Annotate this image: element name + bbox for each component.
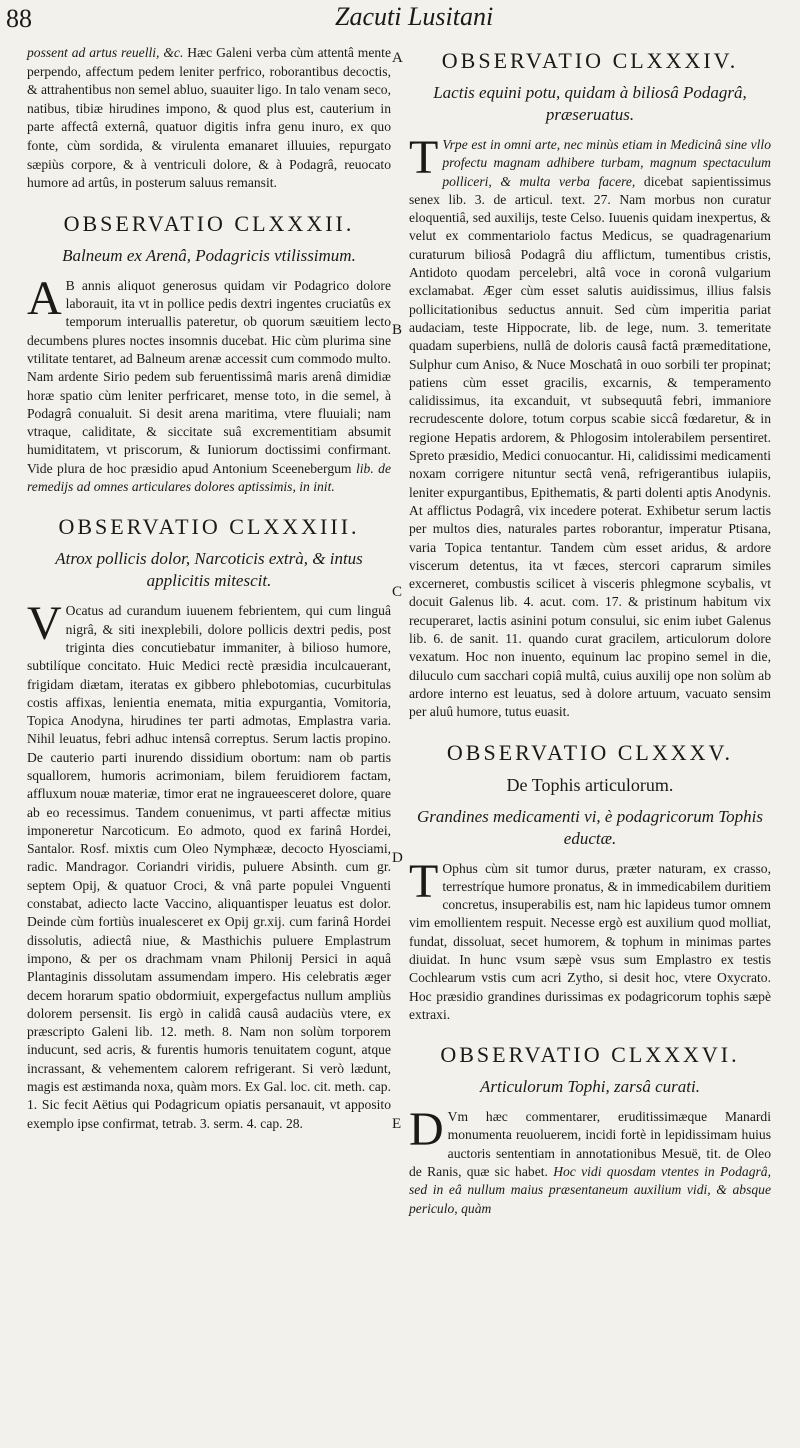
- observation-185-subtitle: Grandines medicamenti vi, è podagricorum Tophis eductæ.: [417, 806, 763, 848]
- observation-186-text: Vm hæc commentarer, eruditissimæque Manardi monumenta reuoluerem, incidi fortè in lepidissimam huius auctoris sententiam in annotationibus Mesuë, tit. de Oleo de Ranis, quæ sic habet.: [409, 1109, 771, 1180]
- observation-182-title: OBSERVATIO CLXXXII.: [63, 210, 355, 236]
- observation-183-title: OBSERVATIO CLXXXIII.: [58, 514, 360, 540]
- observation-183-body: [27, 597, 391, 1133]
- margin-letter-c: C: [392, 584, 403, 600]
- margin-letter-e: E: [392, 1116, 402, 1132]
- margin-letter-d: D: [392, 850, 403, 866]
- observation-183-subtitle: Atrox pollicis dolor, Narcoticis extrà, & intus applicitis mitescit.: [55, 549, 363, 591]
- drop-cap: D: [409, 1103, 444, 1157]
- observation-184-title: OBSERVATIO CLXXXIV.: [441, 48, 739, 73]
- continued-text: Hæc Galeni verba cùm attentâ mente perpendo, affectum pedem leniter perfrico, roborantibus decoctis, & attrahentibus non semel abluo, suauiter ligo. In talo venam seco, natibus, tibiæ hirudines impono, & quod plus est, cauterium in parte affectâ externâ, quatuor digitis infra genu inuro, ex quo fonte, cùm sordida, & virulenta emanaret illuuies, repurgato sæpiùs corpore, & à ventriculi dolore, & à Podagrâ, reuocato humore ad artûs, in posterum saluus remansit.: [27, 45, 391, 191]
- observation-186-subtitle: Articulorum Tophi, zarsâ curati.: [480, 1077, 700, 1097]
- page-number: 88: [6, 4, 32, 33]
- margin-letter-b: B: [392, 322, 403, 338]
- running-title: Zacuti Lusitani: [335, 2, 494, 31]
- observation-182-body: [27, 271, 391, 497]
- margin-letter-a: A: [392, 50, 403, 66]
- right-column: [409, 44, 771, 1218]
- observation-184-italic-lead: Vrpe est in omni arte, nec minùs etiam in Medicinâ sine vllo profectu magnam adhibere turbam, magnum spectaculum polliceri, & multa verba facere,: [442, 137, 771, 189]
- observation-185-title: OBSERVATIO CLXXXV.: [446, 739, 734, 765]
- observation-184-text: dicebat sapientissimus senex lib. 3. de articul. text. 27. Nam morbus non curatur eloquentiâ, sed auxilijs, teste Celso. Iuuenis quidam inexpertus, & velut ex commentariolo factus Medicus, se quadragenarium curaturum biliosâ Podagrâ diu afflictum, tumentibus cristis, Antidoto quodam percelebri, altâ voce in coronâ vulgarium exclamabat. Æger cùm esset salutis auidissimus, illius falsis pollicitationibus seductus annuit. Sed cùm imperitia pariat audaciam, teste Hippocrate, lib. de lege, num. 3. temeritate quadam superbiens, nullâ de doloris causâ factâ præmeditatione, Sulphur cum Aniso, & Nuce Moschatâ in ouo sorbili ter propinat; patiens cùm esset gracilis, excarnis, & temperamento calidissimus, ita excanduit, vt subsequutâ febri, immaniore recrudescente dolore, totum corpus scabie siccâ fœdaretur, & in regione Hepatis ardorem, & Phlogosim intolerabilem persentiret. Spreto præsidio, Medici conuocantur. Hi, calidissimi medicamenti noxam corrigere nituntur sectâ venâ, refrigerantibus iulapiis, leniter expurgantibus, Epithematis, & parti dolenti aptis Anodynis. At afflictus Podagrâ, vix incedere poterat. Exhibetur serum lactis per multos dies, naturales partes roborantur, imperatur Ptisana, varia Topica tentantur. Tandem cùm esset aridus, & ardore viscerum detentus, ita vt fæces, stercori caprarum similes excerneret, combustis scilicet à visceris phlegmone scybalis, vt docuit Galenus lib. 4. acut. com. 17. & pristinum habitum vix recuperaret, lactis asinini potum consului, sic enim iubet Galenus lib. 6. de sanit. 11. quando curat gracilem, articulorum dolore vexatum. Hoc non inuento, equinum lac propino semel in die, diluculo cum sacchari copiâ multâ, cuius auxilij ope non solùm ab ardore interno est leuatus, sed à dolore artuum, vacuato sensim per aluû humore, tutus euasit.: [409, 173, 772, 720]
- drop-cap: V: [27, 597, 62, 651]
- page-header: [0, 0, 800, 40]
- observation-183-text: Ocatus ad curandum iuuenem febrientem, qui cum linguâ nigrâ, & siti inexplebili, dolore pollicis dextri pedis, post triginta dies concutiebatur immaniter, à bilioso humore, subtilíque concitato. Huic Medici rectè præsidia inculcauerant, frigidam diætam, iteratas ex gibbero phlebotomias, cucurbitulas costis affixas, lenientia enemata, mitia expurgantia, Vomitoria, Topica Anodyna, hirudines ter parti admotas, Emplastra varia. Nihil leuatus, febri adhuc intensâ correptus. Serum lactis propino. De cauterio parti inurendo dissidium obortum: nam ob partis squallorem, humoris acrimoniam, bilem feruidiorem factam, affluxum nouæ materiæ, timor erat ne ingraueesceret dolore, quare ab eo recessimus. Tandem conuenimus, vt parti affectæ mitius imponeretur Narcoticum. Eo admoto, quod ex farinâ Hordei, Santalor. Rosf. mixtis cum Oleo Nymphææ, decocto Hyosciami, radic. Mandragor. Coriandri viridis, puluere Absinth. cum gr. septem Opij, & quatuor Croci, & vnâ parte populei Vnguenti constabat, adiecto lacte Vaccino, aliquantisper leuatus est dolor. Deinde cùm fortiùs inualesceret ex Opij gr.xij. cum farinâ Hordei dissolutis, adiectâ niue, & Masthichis puluere Emplastrum impono, & per os drachmam vnam Philonij Persici in aquâ Plantaginis dissolutam assumendam impero. His celebratis æger decem horarum spatio obdormiuit, expergefactus nullum ampliùs dolorem persensit. Iis ergò in calidâ causâ audaciùs vtere, ex præscripto Galeni lib. 12. meth. 8. Nam non solùm torporem inducunt, sed acris, & furentis humoris tenuitatem cogunt, atque incrassant, & vehementem calorem refrigerant. Si verò lædunt, magis est æstimanda noxa, quàm mors. Ex Gal. loc. cit. meth. cap. 1. Sic fecit Aëtius qui Podagricum opiatis persanauit, vt apposito exemplo ipse confirmat, tetrab. 3. serm. 4. cap. 28.: [27, 603, 391, 1131]
- drop-cap: T: [409, 131, 439, 184]
- observation-182-reference: lib. de remedijs ad omnes articulares dolores aptissimis, in init.: [27, 460, 391, 495]
- observation-184-body: [409, 131, 772, 722]
- continued-paragraph: [27, 44, 391, 193]
- observation-186-body: [409, 1103, 771, 1218]
- drop-cap: A: [27, 271, 62, 325]
- drop-cap: T: [409, 854, 439, 908]
- observation-186-title: OBSERVATIO CLXXXVI.: [440, 1042, 740, 1068]
- left-column: [27, 44, 391, 1133]
- continued-italic-lead: possent ad artus reuelli, &c.: [27, 45, 184, 60]
- observation-184-subtitle: Lactis equini potu, quidam à biliosâ Podagrâ, præseruatus.: [433, 83, 747, 124]
- observation-182-text: B annis aliquot generosus quidam vir Podagrico dolore laborauit, ita vt in pollice pedis dextri ingentes cruciatûs ex temporum interuallis pateretur, ob quorum sæuitiem lecto decumbens plures noctes insomnis ducebat. Hic cùm plurima sine vtilitate tentaret, ad Balneum arenæ accessit cum commodo multo. Nam ardente Sirio pedem sub feruentissimâ maris arenâ dimidiæ horæ spatio cùm leniter perfricaret, mense toto, in die semel, à Podagrâ conualuit. Si desit arena maritima, vtere fluuiali; nam vtraque, caliditate, & siccitate suâ excrementitiam absumit humiditatem, vt priscorum, & Iuniorum doctissimi confirmant. Vide plura de hoc præsidio apud Antonium Sceenebergum: [27, 277, 391, 476]
- observation-186-italic-tail: Hoc vidi quosdam vtentes in Podagrâ, sed in eâ nullum maius præsentaneum auxilium vidi, & absque periculo, quàm: [409, 1164, 771, 1216]
- observation-185-body: [409, 854, 771, 1025]
- observation-185-heading: De Tophis articulorum.: [506, 774, 674, 795]
- observation-182-subtitle: Balneum ex Arenâ, Podagricis vtilissimum.: [62, 245, 356, 265]
- observation-185-text: Ophus cùm sit tumor durus, præter naturam, ex crasso, terrestríque humore pronatus, & in immedicabilem duritiem concretus, insuperabilis est, nam hic lapideus tumor omnem vim emollientem respuit. Necesse ergò est auxilium quod molliat, fundat, dissoluat, secet humorem, & tophum in minimas partes diuidat. In hunc vsum sæpè vsus sum Emplastro ex testis Cochlearum vstis cum acri Zytho, si desit hoc, vtere Oxycrato. Hoc præsidio grandines durissimas ex podagricorum tophis sæpè extraxi.: [409, 860, 771, 1022]
